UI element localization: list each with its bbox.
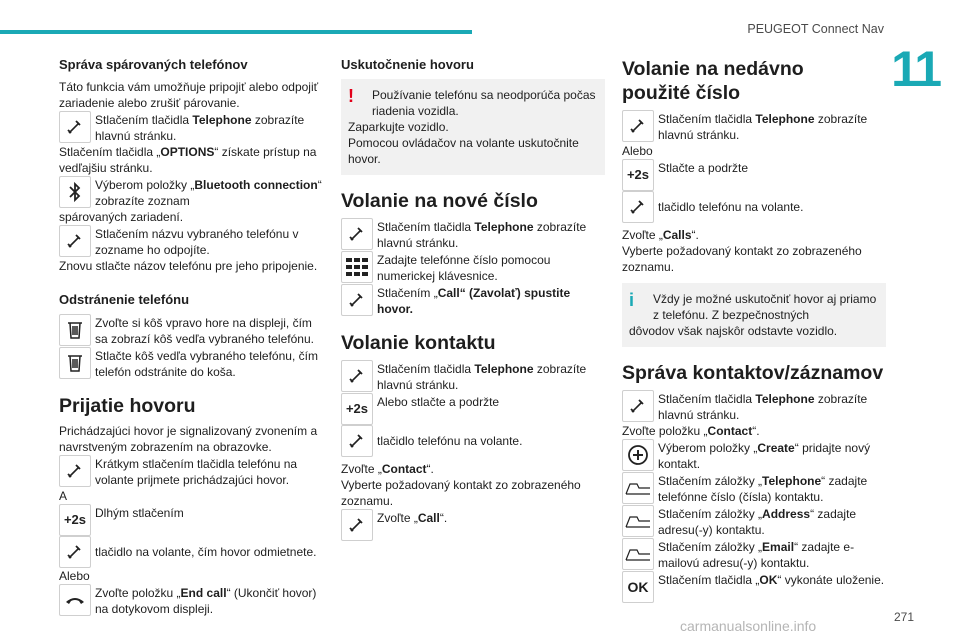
step-row: tlačidlo na volante, čím hovor odmietnete.: [59, 536, 323, 568]
phone-icon: [341, 509, 373, 541]
header-title: PEUGEOT Connect Nav: [747, 22, 884, 36]
step-row: Stlačením tlačidla Telephone zobrazíte hlavnú stránku.: [59, 111, 323, 144]
hold-2s-icon: [59, 504, 91, 536]
section-title-calling: Uskutočnenie hovoru: [341, 57, 474, 72]
info-icon: i: [629, 290, 635, 310]
svg-text:+2s: +2s: [626, 167, 650, 182]
paired-bt-cont: spárovaných zariadení.: [59, 210, 184, 224]
keypad-icon: [341, 251, 373, 283]
phone-icon: [59, 111, 91, 143]
trash-icon: [59, 347, 91, 379]
step-row: Stlačením tlačidla Telephone zobrazíte hlavnú stránku.: [341, 218, 605, 251]
column-3: Volanie na nedávno použité číslo Stlačením tlačidla Telephone zobrazíte hlavnú stránku. Alebo +2s Stlačte a podržte tlačidlo telefónu na volante. Zvoľte „Calls“. Vyberte požadovaný kontakt zo zobrazeného zoznamu. i Vždy je možné uskutočniť hovor aj priamo z telefónu. Z bezpečnostných dôvodov však najskôr odstavte vozidlo. Správa kontaktov/záznamov Stlačením tlačidla Telephone zobrazíte hlavnú stránku. Zvoľte položku „Contact“. Výberom položky „Create“ pridajte nový kontakt. Stlačením záložky „Telephone“ zadajte telefónne číslo (čísla) kontaktu. Stlačením záložky „Address“ zadajte adresu(-y) kontaktu. Stlačením záložky „Email“ zadajte e-mailovú adresu(-y) kontaktu. OK Stlačením tlačidla „OK“ vykonáte uloženie.: [622, 57, 886, 603]
tab-icon: [622, 505, 654, 537]
add-icon: [622, 439, 654, 471]
step-row: tlačidlo telefónu na volante.: [622, 191, 886, 223]
step-row: Stlačením tlačidla Telephone zobrazíte hlavnú stránku.: [622, 390, 886, 423]
step-row: +2s Alebo stlačte a podržte: [341, 393, 605, 425]
section-title-paired: Správa spárovaných telefónov: [59, 57, 248, 72]
step-row: Stlačením názvu vybraného telefónu v zozname ho odpojíte.: [59, 225, 323, 258]
bluetooth-icon: [59, 176, 91, 208]
step-row: Stlačením tlačidla Telephone zobrazíte hlavnú stránku.: [341, 360, 605, 393]
step-row: Zadajte telefónne číslo pomocou numerickej klávesnice.: [341, 251, 605, 284]
section-title-contact: Volanie kontaktu: [341, 332, 496, 354]
ok-icon: OK: [622, 571, 654, 603]
section-title-manage: Správa kontaktov/záznamov: [622, 362, 884, 384]
step-row: Stlačte kôš vedľa vybraného telefónu, čím telefón odstránite do koša.: [59, 347, 323, 380]
step-row: Krátkym stlačením tlačidla telefónu na volante prijmete prichádzajúci hovor.: [59, 455, 323, 488]
warning-box: ! Používanie telefónu sa neodporúča počas riadenia vozidla. Zaparkujte vozidlo. Pomocou ovládačov na volante uskutočnite hovor.: [341, 79, 605, 175]
step-row: +2s Dlhým stlačením: [59, 504, 323, 536]
step-row: Zvoľte si kôš vpravo hore na displeji, čím sa zobrazí kôš vedľa vybraného telefónu.: [59, 314, 323, 347]
step-row: OK Stlačením tlačidla „OK“ vykonáte uloženie.: [622, 571, 886, 603]
phone-icon: [341, 284, 373, 316]
hangup-icon: [59, 584, 91, 616]
chapter-number: 11: [891, 41, 940, 97]
step-row: +2s Stlačte a podržte: [622, 159, 886, 191]
paired-intro: Táto funkcia vám umožňuje pripojiť alebo odpojiť zariadenie alebo zrušiť párovanie.: [59, 80, 319, 110]
phone-icon: [341, 360, 373, 392]
phone-icon: [622, 390, 654, 422]
step-row: Stlačením „Call“ (Zavolať) spustite hovor.: [341, 284, 605, 317]
svg-text:+2s: +2s: [63, 512, 87, 527]
page-number: 271: [893, 610, 914, 624]
tab-icon: [622, 472, 654, 504]
trash-icon: [59, 314, 91, 346]
section-title-receive: Prijatie hovoru: [59, 395, 196, 417]
column-1: Správa spárovaných telefónov Táto funkcia vám umožňuje pripojiť alebo odpojiť zariadenie alebo zrušiť párovanie. Stlačením tlačidla Telephone zobrazíte hlavnú stránku. Stlačením tlačidla „OPTIONS“ získate prístup na vedľajšiu stránku. Výberom položky „Bluetooth connection“ zobrazíte zoznam spárovaných zariadení. Stlačením názvu vybraného telefónu v zozname ho odpojíte. Znovu stlačte názov telefónu pre jeho pripojenie. Odstránenie telefónu Zvoľte si kôš vpravo hore na displeji, čím sa zobrazí kôš vedľa vybraného telefónu. Stlačte kôš vedľa vybraného telefónu, čím telefón odstránite do koša. Prijatie hovoru Prichádzajúci hovor je signalizovaný zvonením a navrstveným zobrazením na obrazovke. Krátkym stlačením tlačidla telefónu na volante prijmete prichádzajúci hovor. A +2s Dlhým stlačením tlačidlo na volante, čím hovor odmietnete. Alebo Zvoľte položku „End call“ (Ukončiť hovor) na dotykovom displeji.: [59, 57, 322, 616]
step-row: Zvoľte položku „End call“ (Ukončiť hovor) na dotykovom displeji.: [59, 584, 323, 617]
phone-icon: [59, 455, 91, 487]
svg-text:+2s: +2s: [345, 401, 369, 416]
step-row: Stlačením záložky „Address“ zadajte adresu(-y) kontaktu.: [622, 505, 886, 538]
phone-icon: [341, 425, 373, 457]
receive-intro: Prichádzajúci hovor je signalizovaný zvonením a navrstveným zobrazením na obrazovke.: [59, 424, 318, 454]
step-row: Zvoľte „Call“.: [341, 509, 605, 541]
paired-options: Stlačením tlačidla „OPTIONS“ získate prístup na vedľajšiu stránku.: [59, 145, 317, 175]
paired-again: Znovu stlačte názov telefónu pre jeho pripojenie.: [59, 259, 318, 273]
info-box: i Vždy je možné uskutočniť hovor aj priamo z telefónu. Z bezpečnostných dôvodov však najskôr odstavte vozidlo.: [622, 283, 886, 347]
section-title-recent: Volanie na nedávno použité číslo: [622, 58, 804, 104]
warning-icon: !: [348, 86, 354, 106]
hold-2s-icon: [341, 393, 373, 425]
phone-icon: [622, 110, 654, 142]
tab-icon: [622, 538, 654, 570]
phone-icon: [59, 225, 91, 257]
hold-2s-icon: [622, 159, 654, 191]
phone-icon: [341, 218, 373, 250]
section-title-remove: Odstránenie telefónu: [59, 292, 190, 307]
phone-icon: [59, 536, 91, 568]
column-2: Uskutočnenie hovoru ! Používanie telefónu sa neodporúča počas riadenia vozidla. Zaparkujte vozidlo. Pomocou ovládačov na volante uskutočnite hovor. Volanie na nové číslo Stlačením tlačidla Telephone zobrazíte hlavnú stránku. Zadajte telefónne číslo pomocou numerickej klávesnice. Stlačením „Call“ (Zavolať) spustite hovor. Volanie kontaktu Stlačením tlačidla Telephone zobrazíte hlavnú stránku. +2s Alebo stlačte a podržte tlačidlo telefónu na volante. Zvoľte „Contact“. Vyberte požadovaný kontakt zo zobrazeného zoznamu. Zvoľte „Call“.: [341, 57, 605, 541]
step-row: Stlačením tlačidla Telephone zobrazíte hlavnú stránku.: [622, 110, 886, 143]
watermark: carmanualsonline.info: [680, 618, 817, 634]
step-row: Výberom položky „Bluetooth connection“ zobrazíte zoznam: [59, 176, 323, 209]
section-title-new: Volanie na nové číslo: [341, 190, 538, 212]
phone-icon: [622, 191, 654, 223]
step-row: Výberom položky „Create“ pridajte nový kontakt.: [622, 439, 886, 472]
step-row: Stlačením záložky „Telephone“ zadajte telefónne číslo (čísla) kontaktu.: [622, 472, 886, 505]
step-row: tlačidlo telefónu na volante.: [341, 425, 605, 457]
step-row: Stlačením záložky „Email“ zadajte e-mailovú adresu(-y) kontaktu.: [622, 538, 886, 571]
header-bar: [0, 30, 472, 34]
